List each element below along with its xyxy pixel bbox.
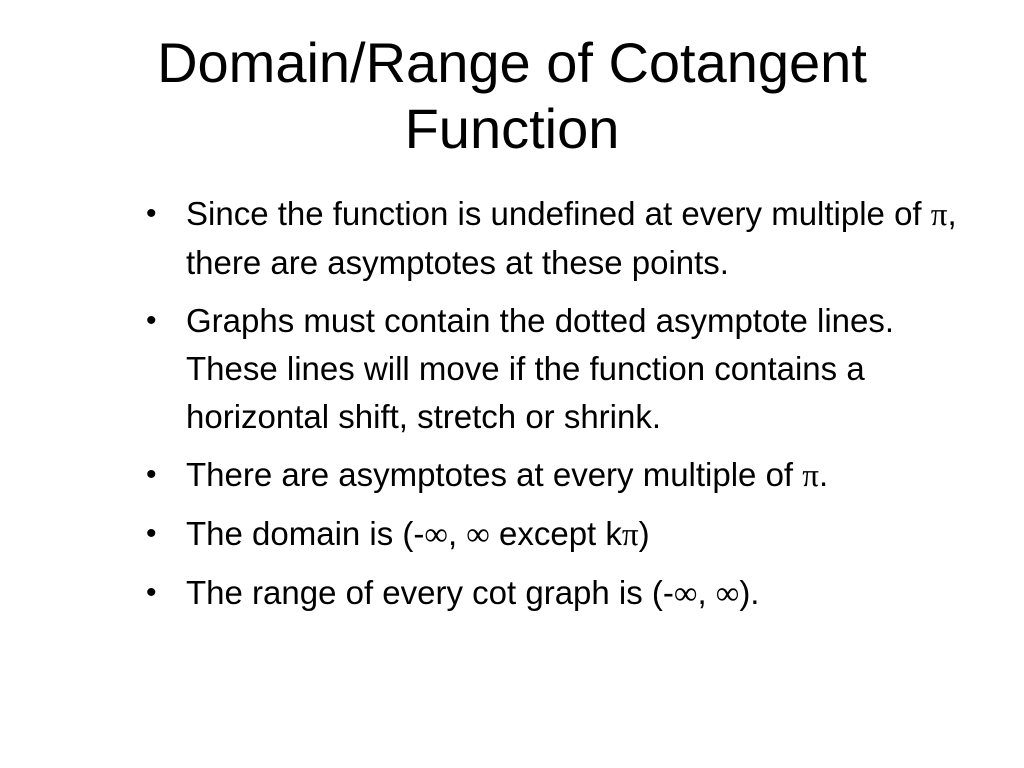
pi-symbol: π — [930, 197, 948, 233]
bullet-list — [144, 190, 984, 628]
bullet-text: ). — [739, 574, 760, 611]
bullet-item-asymptotes-explanation — [144, 190, 984, 287]
bullet-text: Graphs must contain the dotted asymptote lines. These lines will move if the function contains a horizontal shift, stretch or shrink. — [186, 302, 912, 435]
bullet-icon: • — [146, 197, 157, 230]
infinity-symbol: ∞ — [673, 576, 698, 612]
bullet-icon: • — [146, 517, 157, 550]
infinity-symbol: ∞ — [424, 517, 448, 553]
bullet-item-dotted-lines — [144, 297, 984, 441]
infinity-symbol: ∞ — [715, 576, 740, 612]
bullet-text: , — [697, 574, 716, 611]
bullet-text: The domain is (- — [186, 515, 425, 552]
infinity-symbol: ∞ — [466, 517, 490, 553]
bullet-text: The range of every cot graph is (- — [186, 574, 674, 611]
bullet-text: ) — [638, 515, 650, 552]
slide-title — [60, 30, 964, 162]
bullet-item-domain — [144, 510, 984, 559]
bullet-text: There are asymptotes at every multiple of — [186, 456, 803, 493]
bullet-icon: • — [146, 576, 157, 609]
bullet-text: except k — [489, 515, 622, 552]
bullet-text: . — [818, 456, 829, 493]
pi-symbol: π — [802, 458, 819, 494]
bullet-item-asymptote-multiples — [144, 451, 984, 500]
bullet-item-range — [144, 569, 984, 618]
title-line-1: Domain/Range of Cotangent — [157, 31, 867, 94]
bullet-text: , — [447, 515, 467, 552]
pi-symbol: π — [621, 517, 639, 553]
title-line-2: Function — [404, 97, 620, 160]
bullet-text: Since the function is undefined at every multiple of — [186, 195, 931, 232]
bullet-icon: • — [146, 458, 157, 491]
bullet-text: , there are asymptotes at these points. — [186, 195, 957, 281]
bullet-icon: • — [146, 304, 157, 337]
